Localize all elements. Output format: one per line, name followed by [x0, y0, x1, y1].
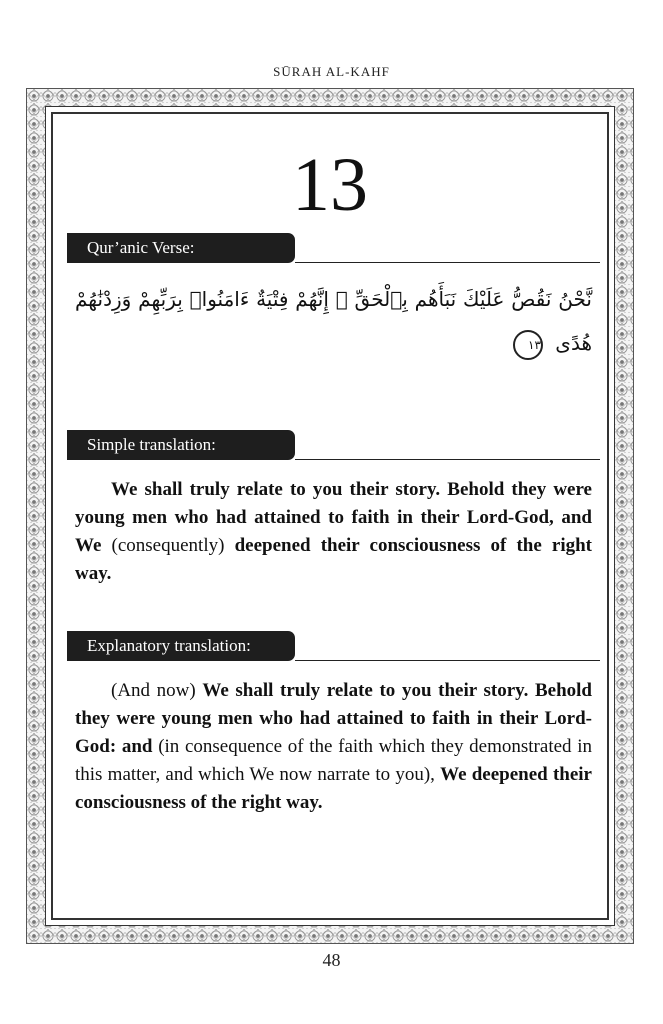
- ayah-number-marker: ١٣: [513, 330, 543, 360]
- arabic-verse-text: نَّحْنُ نَقُصُّ عَلَيْكَ نَبَأَهُم بِٱلْحَقِّ ۚ إِنَّهُمْ فِتْيَةٌ ءَامَنُوا۟ بِرَبِّهِمْ وَزِدْنَٰهُمْ هُدًى: [75, 287, 592, 355]
- simple-translation-plain-1: (consequently): [101, 535, 235, 556]
- simple-translation-bold-1: We shall truly relate to you their story. Behold they were young men who had attained to faith in their Lord-God, and We: [75, 479, 592, 556]
- explanatory-translation-section: [67, 631, 600, 817]
- page-number: 48: [322, 950, 341, 970]
- simple-translation-text: [75, 476, 592, 588]
- section-rule: [295, 459, 600, 460]
- quranic-verse-section: [67, 233, 600, 365]
- simple-translation-section: [67, 430, 600, 588]
- verse-number: 13: [292, 143, 368, 227]
- simple-translation-label: Simple translation:: [67, 430, 295, 460]
- section-rule: [295, 262, 600, 263]
- explanatory-plain-1: (And now): [111, 680, 203, 701]
- running-head: SŪRAH AL-KAHF: [273, 64, 390, 79]
- section-rule: [295, 660, 600, 661]
- explanatory-bold-1: We shall truly relate to you their story. Behold they were young men who had attained to faith in their Lord-God: and: [75, 680, 592, 757]
- explanatory-plain-2: (in consequence of the faith which they demonstrated in this matter, and which We now narrate to you),: [75, 736, 592, 785]
- explanatory-translation-text: [75, 677, 592, 817]
- simple-translation-bold-2: deepened their consciousness of the right way.: [75, 535, 593, 584]
- explanatory-translation-label: Explanatory translation:: [67, 631, 295, 661]
- content-panel: [45, 106, 615, 926]
- explanatory-bold-2: We deepened their consciousness of the right way.: [75, 764, 592, 813]
- arabic-verse: [67, 277, 600, 365]
- quranic-verse-label: Qur’anic Verse:: [67, 233, 295, 263]
- ornamental-border: [26, 88, 634, 944]
